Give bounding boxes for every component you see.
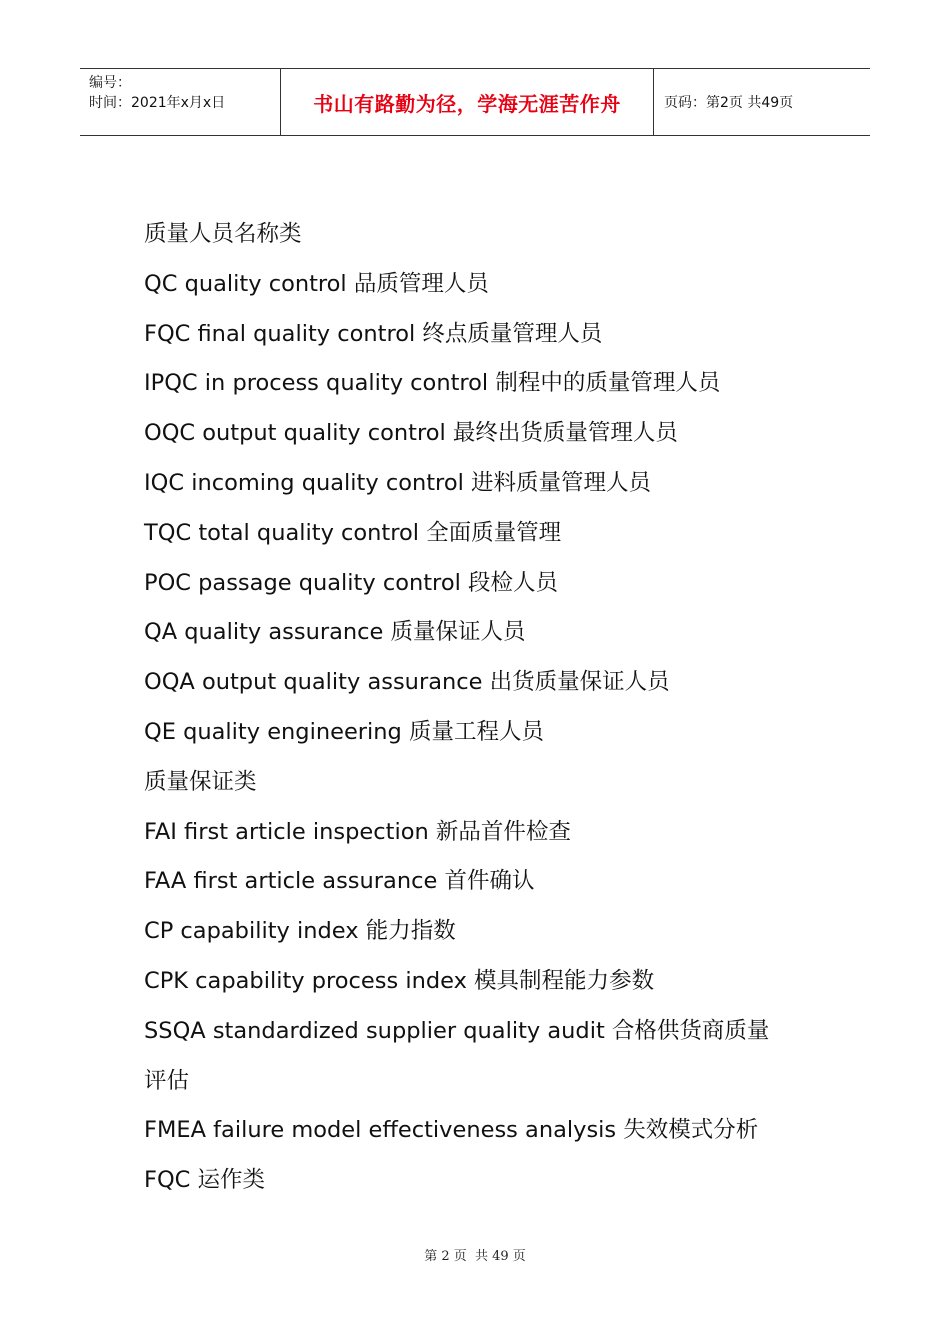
section-heading: 质量保证类 [144,768,257,795]
term-line: SSQA standardized supplier quality audit 合格供货商质量 [144,1017,770,1044]
document-body [144,210,824,1206]
term-line: QA quality assurance 质量保证人员 [144,619,526,646]
term-line: OQC output quality control 最终出货质量管理人员 [144,420,678,447]
term-line: POC passage quality control 段检人员 [144,569,558,596]
serial-number-label: 编号： [89,75,131,91]
section-heading: FQC 运作类 [144,1167,266,1194]
header-meta-cell [80,69,281,135]
term-line: FMEA failure model effectiveness analysis 失效模式分析 [144,1117,759,1144]
term-line: CP capability index 能力指数 [144,918,456,945]
term-line-continuation: 评估 [144,1067,190,1094]
term-line: TQC total quality control 全面质量管理 [144,519,562,546]
page-header [80,68,870,136]
term-line: OQA output quality assurance 出货质量保证人员 [144,669,670,696]
term-line: QE quality engineering 质量工程人员 [144,718,544,745]
term-line: FAI first article inspection 新品首件检查 [144,818,571,845]
term-line: IQC incoming quality control 进料质量管理人员 [144,469,651,496]
motto-text: 书山有路勤为径，学海无涯苦作舟 [313,91,621,116]
term-line: FQC final quality control 终点质量管理人员 [144,320,603,347]
time-label: 时间：2021年x月x日 [89,95,226,111]
header-page-cell [654,69,870,135]
term-line: QC quality control 品质管理人员 [144,270,489,297]
term-line: CPK capability process index 模具制程能力参数 [144,967,655,994]
page-info: 页码：第2页 共49页 [664,95,794,111]
page-footer: 第 2 页 共 49 页 [424,1249,526,1264]
section-heading: 质量人员名称类 [144,221,302,247]
header-motto-cell [281,69,654,135]
term-line: IPQC in process quality control 制程中的质量管理人员 [144,370,721,397]
term-line: FAA first article assurance 首件确认 [144,868,535,895]
